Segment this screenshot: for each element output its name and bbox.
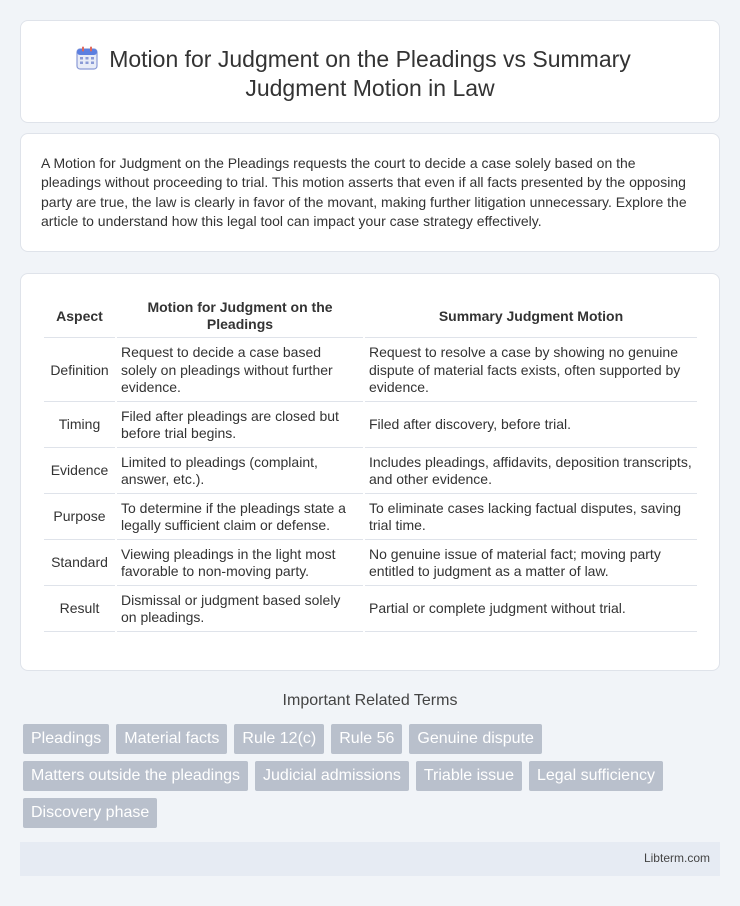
row-aspect: Evidence [44,450,115,494]
row-pleadings-value: Request to decide a case based solely on pleadings without further evidence. [117,340,363,402]
row-summary-value: Request to resolve a case by showing no genuine dispute of material facts exists, often supported by evidence. [365,340,697,402]
tag-genuine-dispute[interactable]: Genuine dispute [409,724,542,754]
tag-row [23,761,723,791]
comparison-table [42,293,699,634]
table-row [44,404,697,448]
tag-row [23,798,723,828]
row-aspect: Purpose [44,496,115,540]
row-aspect: Timing [44,404,115,448]
row-pleadings-value: Viewing pleadings in the light most favorable to non-moving party. [117,542,363,586]
tag-triable-issue[interactable]: Triable issue [416,761,522,791]
table-row [44,450,697,494]
row-aspect: Definition [44,340,115,402]
tag-judicial-admissions[interactable]: Judicial admissions [255,761,409,791]
tag-matters-outside-pleadings[interactable]: Matters outside the pleadings [23,761,248,791]
row-summary-value: Filed after discovery, before trial. [365,404,697,448]
intro-card [20,133,720,252]
row-pleadings-value: Limited to pleadings (complaint, answer, etc.). [117,450,363,494]
tag-pleadings[interactable]: Pleadings [23,724,109,754]
row-summary-value: Includes pleadings, affidavits, deposition transcripts, and other evidence. [365,450,697,494]
tag-rule-56[interactable]: Rule 56 [331,724,402,754]
tag-material-facts[interactable]: Material facts [116,724,227,754]
row-pleadings-value: Filed after pleadings are closed but before trial begins. [117,404,363,448]
footer [20,842,720,876]
header-judgment-pleadings: Motion for Judgment on the Pleadings [117,295,363,338]
page-title [21,45,719,103]
table-row [44,496,697,540]
header-summary-judgment: Summary Judgment Motion [365,295,697,338]
row-aspect: Result [44,588,115,632]
table-header-row [44,295,697,338]
related-terms-heading: Important Related Terms [282,692,458,709]
row-pleadings-value: Dismissal or judgment based solely on pleadings. [117,588,363,632]
footer-site-link[interactable]: Libterm.com [643,851,710,865]
tag-discovery-phase[interactable]: Discovery phase [23,798,157,828]
title-card [20,20,720,123]
intro-paragraph: A Motion for Judgment on the Pleadings requests the court to decide a case solely based on the pleadings without proceeding to trial. This motion asserts that even if all facts presented by the opposing party are true, the law is clearly in favor of the movant, making further litigation unnecessary. Explore the article to understand how this legal tool can impact your case strategy effectively. [41,155,687,229]
table-row [44,340,697,402]
row-pleadings-value: To determine if the pleadings state a legally sufficient claim or defense. [117,496,363,540]
row-aspect: Standard [44,542,115,586]
tag-legal-sufficiency[interactable]: Legal sufficiency [529,761,663,791]
page-title-line1: Motion for Judgment on the Pleadings vs Summary [109,46,631,72]
table-row [44,542,697,586]
tag-row [23,724,723,754]
tag-rule-12c[interactable]: Rule 12(c) [234,724,324,754]
related-terms-tags [23,724,723,835]
comparison-table-card [20,273,720,671]
table-row [44,588,697,632]
row-summary-value: Partial or complete judgment without trial. [365,588,697,632]
page-title-line2: Judgment Motion in Law [245,75,495,101]
row-summary-value: No genuine issue of material fact; moving party entitled to judgment as a matter of law. [365,542,697,586]
header-aspect: Aspect [44,295,115,338]
row-summary-value: To eliminate cases lacking factual disputes, saving trial time. [365,496,697,540]
